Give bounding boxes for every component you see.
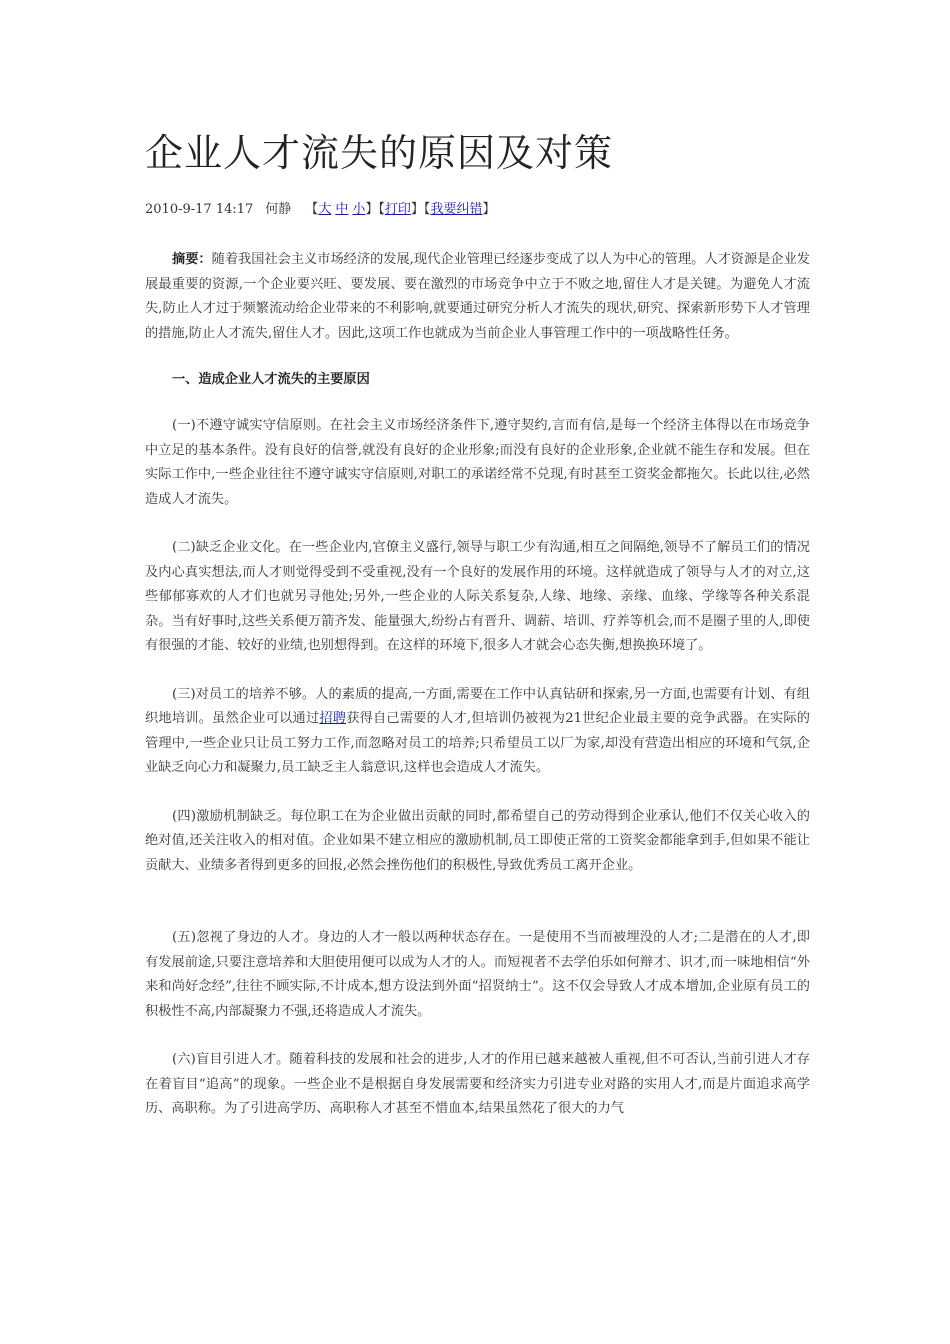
print-link[interactable]: 打印 — [384, 202, 411, 217]
article-body — [145, 128, 810, 1122]
report-error-link[interactable]: 我要纠错 — [430, 202, 483, 217]
author-name: 何静 — [265, 202, 292, 217]
bracket: 】 — [482, 202, 496, 217]
section-heading: 一、造成企业人才流失的主要原因 — [172, 372, 370, 387]
bracket: 】 — [365, 202, 379, 217]
paragraph-3-text: (三)对员工的培养不够。人的素质的提高,一方面,需要在工作中认真钻研和探索,另一方面,也需要有计划、有组织地培训。虽然企业可以通过 — [145, 686, 810, 726]
bracket: 【 — [423, 202, 431, 217]
paragraph-1: (一)不遵守诚实守信原则。在社会主义市场经济条件下,遵守契约,言而有信,是每一个经济主体得以在市场竞争中立足的基本条件。没有良好的信誉,就没有良好的企业形象;而没有良好的企业形象,企业就不能生存和发展。但在实际工作中,一些企业往往不遵守诚实守信原则,对职工的承诺经常不兑现,有时甚至工资奖金都拖欠。长此以往,必然造成人才流失。 — [145, 418, 810, 507]
abstract-text: 随着我国社会主义市场经济的发展,现代企业管理已经逐步变成了以人为中心的管理。人才资源是企业发展最重要的资源,一个企业要兴旺、要发展、要在激烈的市场竞争中立于不败之地,留住人才是关键。为避免人才流失,防止人才过于频繁流动给企业带来的不利影响,就要通过研究分析人才流失的现状,研究、探索新形势下人才管理的措施,防止人才流失,留住人才。因此,这项工作也就成为当前企业人事管理工作中的一项战略性任务。 — [145, 252, 810, 341]
paragraph-3 — [145, 683, 810, 781]
bracket: 【 — [305, 202, 319, 217]
abstract-paragraph — [145, 248, 810, 346]
font-size-large-link[interactable]: 大 — [318, 202, 332, 217]
font-size-medium-link[interactable]: 中 — [335, 202, 349, 217]
paragraph-6: (六)盲目引进人才。随着科技的发展和社会的进步,人才的作用已越来越被人重视,但不可否认,当前引进人才存在着盲目“追高”的现象。一些企业不是根据自身发展需要和经济实力引进专业对路的实用人才,而是片面追求高学历、高职称。为了引进高学历、高职称人才甚至不惜血本,结果虽然花了很大的力气 — [145, 1052, 810, 1116]
article-meta — [145, 200, 810, 220]
recruitment-link[interactable]: 招聘 — [319, 711, 347, 726]
publish-date: 2010-9-17 14:17 — [145, 202, 254, 217]
paragraph-5: (五)忽视了身边的人才。身边的人才一般以两种状态存在。一是使用不当而被埋没的人才;二是潜在的人才,即有发展前途,只要注意培养和大胆使用便可以成为人才的人。而短视者不去学伯乐如何辩才、识才,而一味地相信“外来和尚好念经”,往往不顾实际,不计成本,想方设法到外面“招贤纳士”。这不仅会导致人才成本增加,企业原有员工的积极性不高,内部凝聚力不强,还将造成人才流失。 — [145, 930, 810, 1019]
font-size-small-link[interactable]: 小 — [352, 202, 366, 217]
bracket: 】 — [410, 202, 424, 217]
abstract-label: 摘要： — [172, 252, 212, 267]
article-title: 企业人才流失的原因及对策 — [145, 131, 614, 175]
paragraph-4: (四)激励机制缺乏。每位职工在为企业做出贡献的同时,都希望自己的劳动得到企业承认,他们不仅关心收入的绝对值,还关注收入的相对值。企业如果不建立相应的激励机制,员工即使正常的工资奖金都能拿到手,但如果不能让贡献大、业绩多者得到更多的回报,必然会挫伤他们的积极性,导致优秀员工离开企业。 — [145, 808, 810, 873]
bracket: 【 — [378, 202, 385, 217]
paragraph-2: (二)缺乏企业文化。在一些企业内,官僚主义盛行,领导与职工少有沟通,相互之间隔绝,领导不了解员工们的情况及内心真实想法,而人才则觉得受到不受重视,没有一个良好的发展作用的环境。这样就造成了领导与人才的对立,这些郁郁寡欢的人才们也就另寻他处;另外,一些企业的人际关系复杂,人缘、地缘、亲缘、血缘、学缘等各种关系混杂。当有好事时,这些关系便万箭齐发、能量强大,纷纷占有晋升、调薪、培训、疗养等机会,而不是圈子里的人,即使有很强的才能、较好的业绩,也别想得到。在这样的环境下,很多人才就会心态失衡,想换换环境了。 — [145, 540, 810, 653]
paragraph-3-text: 获得自己需要的人才,但培训仍被视为21世纪企业最主要的竞争武器。在实际的管理中,一些企业只让员工努力工作,而忽略对员工的培养;只希望员工以厂为家,却没有营造出相应的环境和气氛,企业缺乏向心力和凝聚力,员工缺乏主人翁意识,这样也会造成人才流失。 — [145, 711, 810, 775]
